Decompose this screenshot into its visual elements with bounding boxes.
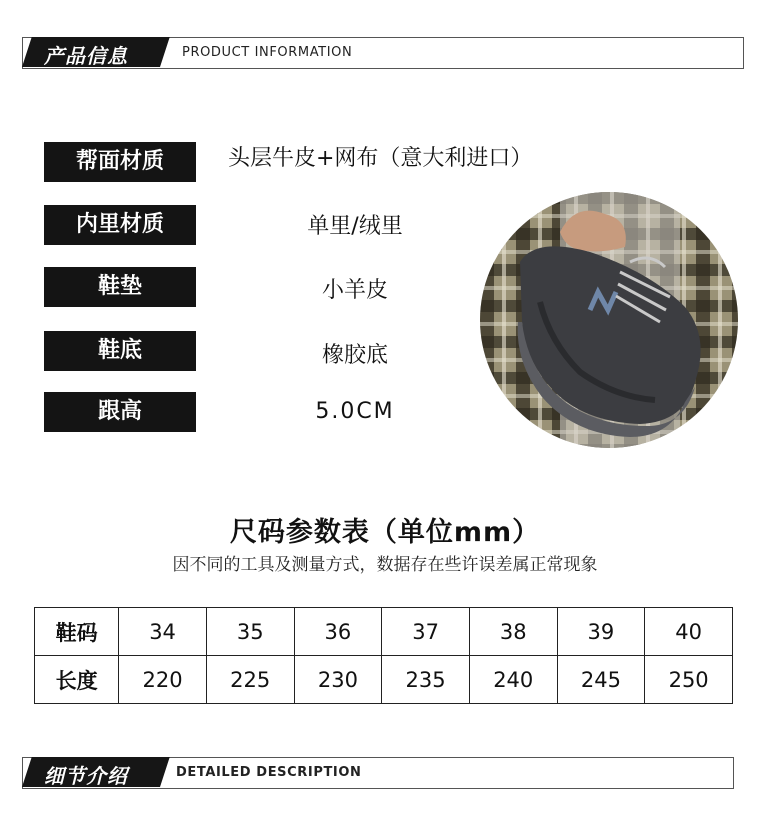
size-cell: 38 — [469, 608, 557, 656]
row-label-length: 长度 — [35, 656, 119, 704]
size-cell: 37 — [382, 608, 470, 656]
table-row-size — [35, 608, 733, 656]
spec-value-insole: 小羊皮 — [321, 278, 388, 303]
length-cell: 250 — [645, 656, 733, 704]
header-tag-text: 产品信息 — [44, 44, 128, 68]
table-row-length — [35, 656, 733, 704]
size-chart-note: 因不同的工具及测量方式，数据存在些许误差属正常现象 — [172, 555, 598, 575]
spec-value-upper: 头层牛皮+网布（意大利进口） — [228, 146, 533, 171]
length-cell: 220 — [119, 656, 207, 704]
spec-label-insole: 鞋垫 — [44, 267, 196, 307]
size-cell: 35 — [206, 608, 294, 656]
header-tag-text: 细节介绍 — [44, 764, 128, 788]
product-photo — [480, 192, 738, 448]
product-info-header — [22, 37, 744, 69]
size-cell: 39 — [557, 608, 645, 656]
size-cell: 40 — [645, 608, 733, 656]
spec-label-upper: 帮面材质 — [44, 142, 196, 182]
detail-description-header — [22, 757, 734, 789]
length-cell: 230 — [294, 656, 382, 704]
size-cell: 34 — [119, 608, 207, 656]
length-cell: 235 — [382, 656, 470, 704]
spec-label-lining: 内里材质 — [44, 205, 196, 245]
header-english-text: PRODUCT INFORMATION — [182, 45, 353, 60]
size-chart-title: 尺码参数表（单位mm） — [229, 517, 541, 548]
spec-value-lining: 单里/绒里 — [307, 214, 403, 239]
sneaker-photo-illustration — [480, 192, 738, 448]
spec-label-heel: 跟高 — [44, 392, 196, 432]
length-cell: 240 — [469, 656, 557, 704]
length-cell: 225 — [206, 656, 294, 704]
spec-label-sole: 鞋底 — [44, 331, 196, 371]
spec-value-sole: 橡胶底 — [321, 343, 388, 368]
size-cell: 36 — [294, 608, 382, 656]
header-english-text: DETAILED DESCRIPTION — [176, 765, 362, 780]
size-table — [34, 607, 733, 704]
row-label-size: 鞋码 — [35, 608, 119, 656]
length-cell: 245 — [557, 656, 645, 704]
spec-value-heel: 5.0CM — [315, 399, 395, 424]
